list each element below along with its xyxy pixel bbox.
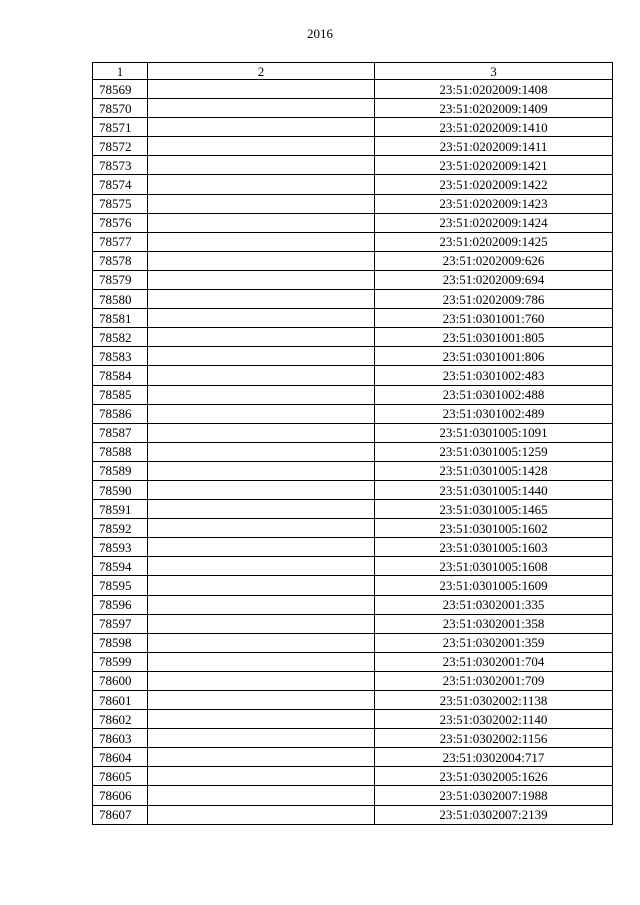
row-number-cell: 78595 — [93, 576, 148, 595]
row-number-cell: 78579 — [93, 270, 148, 289]
table-row — [93, 156, 613, 175]
row-number-cell: 78607 — [93, 805, 148, 824]
cadastral-number-cell: 23:51:0302005:1626 — [375, 767, 613, 786]
cadastral-number-cell: 23:51:0302004:717 — [375, 748, 613, 767]
cadastral-number-cell: 23:51:0302007:1988 — [375, 786, 613, 805]
cadastral-number-cell: 23:51:0202009:1425 — [375, 232, 613, 251]
row-blank-cell — [148, 614, 375, 633]
row-number-cell: 78573 — [93, 156, 148, 175]
row-blank-cell — [148, 442, 375, 461]
row-number-cell: 78592 — [93, 519, 148, 538]
row-blank-cell — [148, 729, 375, 748]
cadastral-number-cell: 23:51:0202009:1421 — [375, 156, 613, 175]
cadastral-number-cell: 23:51:0301005:1428 — [375, 461, 613, 480]
table-row — [93, 691, 613, 710]
cadastral-number-cell: 23:51:0301005:1603 — [375, 538, 613, 557]
cadastral-number-cell: 23:51:0302002:1140 — [375, 710, 613, 729]
row-blank-cell — [148, 175, 375, 194]
row-number-cell: 78582 — [93, 328, 148, 347]
cadastral-number-cell: 23:51:0301001:760 — [375, 309, 613, 328]
row-blank-cell — [148, 423, 375, 442]
row-blank-cell — [148, 328, 375, 347]
cadastral-number-cell: 23:51:0301001:806 — [375, 347, 613, 366]
row-number-cell: 78572 — [93, 137, 148, 156]
row-number-cell: 78586 — [93, 404, 148, 423]
cadastral-number-cell: 23:51:0202009:1423 — [375, 194, 613, 213]
row-blank-cell — [148, 748, 375, 767]
row-number-cell: 78600 — [93, 671, 148, 690]
table-row — [93, 118, 613, 137]
table-row — [93, 366, 613, 385]
table-row — [93, 729, 613, 748]
registry-table — [92, 62, 613, 825]
row-blank-cell — [148, 156, 375, 175]
cadastral-number-cell: 23:51:0202009:1410 — [375, 118, 613, 137]
row-number-cell: 78570 — [93, 99, 148, 118]
row-blank-cell — [148, 710, 375, 729]
table-row — [93, 385, 613, 404]
row-number-cell: 78596 — [93, 595, 148, 614]
row-number-cell: 78569 — [93, 80, 148, 99]
row-blank-cell — [148, 633, 375, 652]
cadastral-number-cell: 23:51:0302002:1138 — [375, 691, 613, 710]
row-blank-cell — [148, 80, 375, 99]
table-row — [93, 175, 613, 194]
row-number-cell: 78590 — [93, 480, 148, 499]
table-row — [93, 805, 613, 824]
table-row — [93, 442, 613, 461]
table-row — [93, 557, 613, 576]
row-blank-cell — [148, 232, 375, 251]
row-blank-cell — [148, 576, 375, 595]
cadastral-number-cell: 23:51:0202009:694 — [375, 270, 613, 289]
table-row — [93, 710, 613, 729]
row-blank-cell — [148, 691, 375, 710]
row-blank-cell — [148, 99, 375, 118]
row-number-cell: 78584 — [93, 366, 148, 385]
row-blank-cell — [148, 251, 375, 270]
cadastral-number-cell: 23:51:0202009:1411 — [375, 137, 613, 156]
row-blank-cell — [148, 461, 375, 480]
column-header-2: 2 — [148, 63, 375, 80]
table-row — [93, 423, 613, 442]
row-blank-cell — [148, 290, 375, 309]
table-row — [93, 748, 613, 767]
cadastral-number-cell: 23:51:0301005:1602 — [375, 519, 613, 538]
cadastral-number-cell: 23:51:0301002:489 — [375, 404, 613, 423]
row-number-cell: 78585 — [93, 385, 148, 404]
cadastral-number-cell: 23:51:0202009:1408 — [375, 80, 613, 99]
table-row — [93, 99, 613, 118]
row-number-cell: 78606 — [93, 786, 148, 805]
table-row — [93, 80, 613, 99]
cadastral-number-cell: 23:51:0202009:1422 — [375, 175, 613, 194]
row-blank-cell — [148, 595, 375, 614]
cadastral-number-cell: 23:51:0301002:483 — [375, 366, 613, 385]
row-number-cell: 78602 — [93, 710, 148, 729]
row-blank-cell — [148, 137, 375, 156]
row-number-cell: 78589 — [93, 461, 148, 480]
column-header-3: 3 — [375, 63, 613, 80]
row-blank-cell — [148, 213, 375, 232]
cadastral-number-cell: 23:51:0301002:488 — [375, 385, 613, 404]
row-number-cell: 78593 — [93, 538, 148, 557]
cadastral-number-cell: 23:51:0302001:709 — [375, 671, 613, 690]
cadastral-number-cell: 23:51:0202009:786 — [375, 290, 613, 309]
row-number-cell: 78575 — [93, 194, 148, 213]
row-blank-cell — [148, 805, 375, 824]
cadastral-number-cell: 23:51:0301005:1465 — [375, 500, 613, 519]
cadastral-number-cell: 23:51:0202009:626 — [375, 251, 613, 270]
table-row — [93, 538, 613, 557]
column-header-1: 1 — [93, 63, 148, 80]
row-blank-cell — [148, 347, 375, 366]
row-number-cell: 78591 — [93, 500, 148, 519]
row-blank-cell — [148, 500, 375, 519]
table-row — [93, 652, 613, 671]
table-row — [93, 671, 613, 690]
row-blank-cell — [148, 194, 375, 213]
cadastral-number-cell: 23:51:0202009:1424 — [375, 213, 613, 232]
row-blank-cell — [148, 118, 375, 137]
table-row — [93, 576, 613, 595]
row-blank-cell — [148, 786, 375, 805]
row-blank-cell — [148, 480, 375, 499]
table-row — [93, 290, 613, 309]
table-row — [93, 595, 613, 614]
row-number-cell: 78601 — [93, 691, 148, 710]
row-number-cell: 78603 — [93, 729, 148, 748]
table-row — [93, 461, 613, 480]
row-number-cell: 78587 — [93, 423, 148, 442]
cadastral-number-cell: 23:51:0302001:358 — [375, 614, 613, 633]
table-row — [93, 480, 613, 499]
row-number-cell: 78578 — [93, 251, 148, 270]
row-number-cell: 78571 — [93, 118, 148, 137]
cadastral-number-cell: 23:51:0302001:359 — [375, 633, 613, 652]
row-number-cell: 78583 — [93, 347, 148, 366]
page-number: 2016 — [307, 26, 333, 41]
cadastral-number-cell: 23:51:0302001:335 — [375, 595, 613, 614]
table-row — [93, 519, 613, 538]
row-blank-cell — [148, 385, 375, 404]
row-number-cell: 78580 — [93, 290, 148, 309]
row-number-cell: 78605 — [93, 767, 148, 786]
cadastral-number-cell: 23:51:0301005:1091 — [375, 423, 613, 442]
cadastral-number-cell: 23:51:0302001:704 — [375, 652, 613, 671]
row-number-cell: 78574 — [93, 175, 148, 194]
row-number-cell: 78581 — [93, 309, 148, 328]
row-blank-cell — [148, 309, 375, 328]
table-row — [93, 500, 613, 519]
table-row — [93, 232, 613, 251]
row-blank-cell — [148, 767, 375, 786]
row-blank-cell — [148, 652, 375, 671]
row-number-cell: 78588 — [93, 442, 148, 461]
cadastral-number-cell: 23:51:0301005:1440 — [375, 480, 613, 499]
cadastral-number-cell: 23:51:0301005:1609 — [375, 576, 613, 595]
row-blank-cell — [148, 404, 375, 423]
table-row — [93, 328, 613, 347]
cadastral-number-cell: 23:51:0301005:1259 — [375, 442, 613, 461]
cadastral-number-cell: 23:51:0302007:2139 — [375, 805, 613, 824]
table-row — [93, 251, 613, 270]
row-number-cell: 78598 — [93, 633, 148, 652]
cadastral-number-cell: 23:51:0202009:1409 — [375, 99, 613, 118]
table-row — [93, 270, 613, 289]
table-row — [93, 309, 613, 328]
table-row — [93, 633, 613, 652]
row-number-cell: 78577 — [93, 232, 148, 251]
row-blank-cell — [148, 519, 375, 538]
row-blank-cell — [148, 366, 375, 385]
table-row — [93, 786, 613, 805]
table-row — [93, 614, 613, 633]
table-body — [93, 80, 613, 825]
cadastral-number-cell: 23:51:0302002:1156 — [375, 729, 613, 748]
table-row — [93, 194, 613, 213]
row-number-cell: 78597 — [93, 614, 148, 633]
cadastral-number-cell: 23:51:0301005:1608 — [375, 557, 613, 576]
table-row — [93, 347, 613, 366]
row-blank-cell — [148, 270, 375, 289]
table-row — [93, 213, 613, 232]
row-blank-cell — [148, 557, 375, 576]
row-number-cell: 78604 — [93, 748, 148, 767]
row-blank-cell — [148, 538, 375, 557]
table-row — [93, 767, 613, 786]
row-blank-cell — [148, 671, 375, 690]
row-number-cell: 78576 — [93, 213, 148, 232]
cadastral-number-cell: 23:51:0301001:805 — [375, 328, 613, 347]
table-row — [93, 404, 613, 423]
table-header-row — [93, 63, 613, 80]
table-row — [93, 137, 613, 156]
row-number-cell: 78599 — [93, 652, 148, 671]
row-number-cell: 78594 — [93, 557, 148, 576]
